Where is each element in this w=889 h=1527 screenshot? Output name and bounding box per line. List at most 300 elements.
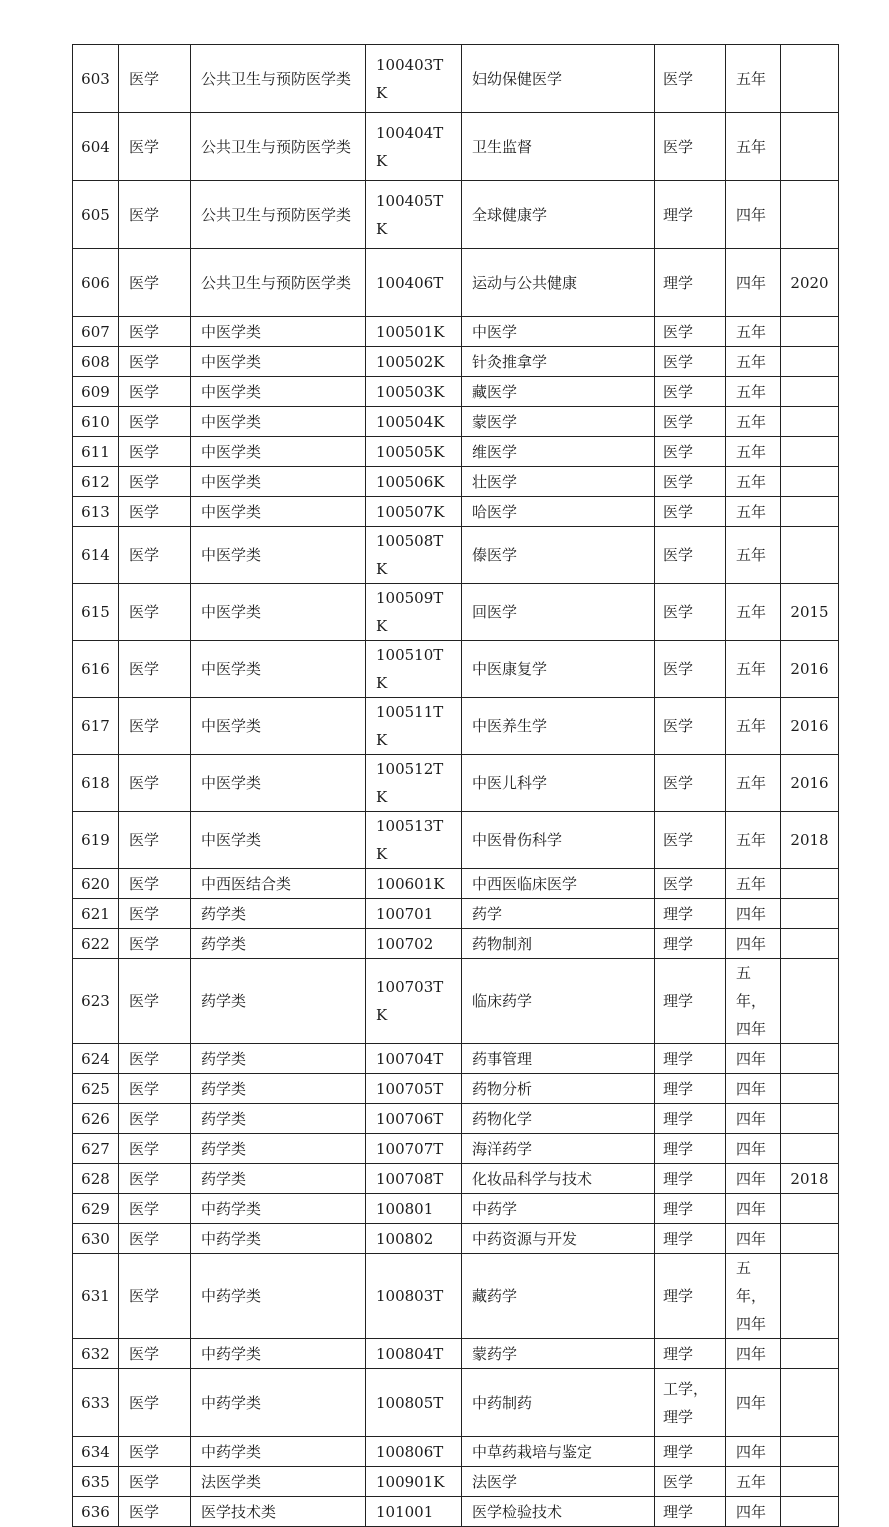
degree-cell: 工学，理学 <box>655 1369 726 1437</box>
table-row <box>73 1339 839 1369</box>
year-added-cell <box>781 1339 839 1369</box>
discipline-cell: 医学 <box>119 869 191 899</box>
major-code-cell: 100509TK <box>366 584 462 641</box>
major-code-cell: 100512TK <box>366 755 462 812</box>
year-added-cell <box>781 899 839 929</box>
table-row <box>73 1437 839 1467</box>
discipline-cell: 医学 <box>119 1194 191 1224</box>
table-row <box>73 407 839 437</box>
table-row <box>73 249 839 317</box>
row-number-cell: 630 <box>73 1224 119 1254</box>
degree-cell: 理学 <box>655 1339 726 1369</box>
table-row <box>73 899 839 929</box>
year-added-cell <box>781 1224 839 1254</box>
duration-cell: 四年 <box>726 1134 781 1164</box>
table-row <box>73 959 839 1044</box>
major-code-cell: 100403TK <box>366 45 462 113</box>
major-code-cell: 100806T <box>366 1437 462 1467</box>
category-cell: 中药学类 <box>191 1369 366 1437</box>
degree-cell: 医学 <box>655 698 726 755</box>
table-row <box>73 1369 839 1437</box>
major-name-cell: 中药制药 <box>462 1369 655 1437</box>
duration-cell: 五年 <box>726 317 781 347</box>
duration-cell: 四年 <box>726 1194 781 1224</box>
category-cell: 中医学类 <box>191 407 366 437</box>
year-added-cell <box>781 317 839 347</box>
table-row <box>73 869 839 899</box>
degree-cell: 理学 <box>655 1104 726 1134</box>
degree-cell: 医学 <box>655 584 726 641</box>
discipline-cell: 医学 <box>119 929 191 959</box>
category-cell: 中药学类 <box>191 1339 366 1369</box>
year-added-cell <box>781 377 839 407</box>
row-number-cell: 625 <box>73 1074 119 1104</box>
year-added-cell <box>781 45 839 113</box>
table-row <box>73 929 839 959</box>
table-row <box>73 641 839 698</box>
discipline-cell: 医学 <box>119 377 191 407</box>
year-added-cell <box>781 437 839 467</box>
duration-cell: 四年 <box>726 181 781 249</box>
row-number-cell: 622 <box>73 929 119 959</box>
year-added-cell <box>781 1104 839 1134</box>
major-code-cell: 100501K <box>366 317 462 347</box>
year-added-cell <box>781 1194 839 1224</box>
degree-cell: 医学 <box>655 755 726 812</box>
degree-cell: 医学 <box>655 45 726 113</box>
major-name-cell: 化妆品科学与技术 <box>462 1164 655 1194</box>
row-number-cell: 612 <box>73 467 119 497</box>
category-cell: 药学类 <box>191 959 366 1044</box>
year-added-cell: 2016 <box>781 755 839 812</box>
year-added-cell <box>781 181 839 249</box>
table-row <box>73 1164 839 1194</box>
major-code-cell: 100803T <box>366 1254 462 1339</box>
major-name-cell: 药物化学 <box>462 1104 655 1134</box>
year-added-cell <box>781 527 839 584</box>
discipline-cell: 医学 <box>119 407 191 437</box>
degree-cell: 医学 <box>655 467 726 497</box>
major-name-cell: 针灸推拿学 <box>462 347 655 377</box>
category-cell: 公共卫生与预防医学类 <box>191 181 366 249</box>
degree-cell: 医学 <box>655 812 726 869</box>
duration-cell: 五年 <box>726 641 781 698</box>
year-added-cell: 2015 <box>781 584 839 641</box>
category-cell: 中医学类 <box>191 497 366 527</box>
duration-cell: 四年 <box>726 1369 781 1437</box>
duration-cell: 五年 <box>726 1467 781 1497</box>
degree-cell: 医学 <box>655 407 726 437</box>
row-number-cell: 619 <box>73 812 119 869</box>
table-row <box>73 1254 839 1339</box>
degree-cell: 医学 <box>655 527 726 584</box>
year-added-cell <box>781 407 839 437</box>
degree-cell: 医学 <box>655 437 726 467</box>
discipline-cell: 医学 <box>119 1044 191 1074</box>
category-cell: 药学类 <box>191 1164 366 1194</box>
major-code-cell: 100705T <box>366 1074 462 1104</box>
year-added-cell <box>781 1134 839 1164</box>
discipline-cell: 医学 <box>119 437 191 467</box>
duration-cell: 五年 <box>726 497 781 527</box>
degree-cell: 理学 <box>655 1194 726 1224</box>
degree-cell: 医学 <box>655 497 726 527</box>
major-name-cell: 医学检验技术 <box>462 1497 655 1527</box>
row-number-cell: 636 <box>73 1497 119 1527</box>
discipline-cell: 医学 <box>119 347 191 377</box>
table-row <box>73 347 839 377</box>
year-added-cell <box>781 113 839 181</box>
table-row <box>73 113 839 181</box>
table-row <box>73 437 839 467</box>
majors-table <box>72 44 839 1527</box>
category-cell: 中医学类 <box>191 755 366 812</box>
row-number-cell: 634 <box>73 1437 119 1467</box>
table-row <box>73 755 839 812</box>
degree-cell: 理学 <box>655 249 726 317</box>
major-code-cell: 100406T <box>366 249 462 317</box>
row-number-cell: 627 <box>73 1134 119 1164</box>
category-cell: 中药学类 <box>191 1224 366 1254</box>
major-code-cell: 100804T <box>366 1339 462 1369</box>
duration-cell: 五年 <box>726 755 781 812</box>
table-row <box>73 1194 839 1224</box>
category-cell: 中医学类 <box>191 527 366 584</box>
table-row <box>73 45 839 113</box>
major-name-cell: 藏药学 <box>462 1254 655 1339</box>
row-number-cell: 603 <box>73 45 119 113</box>
year-added-cell <box>781 1254 839 1339</box>
duration-cell: 五年 <box>726 113 781 181</box>
discipline-cell: 医学 <box>119 113 191 181</box>
category-cell: 中医学类 <box>191 437 366 467</box>
major-name-cell: 中医养生学 <box>462 698 655 755</box>
degree-cell: 理学 <box>655 1224 726 1254</box>
table-row <box>73 1467 839 1497</box>
major-name-cell: 傣医学 <box>462 527 655 584</box>
row-number-cell: 633 <box>73 1369 119 1437</box>
duration-cell: 四年 <box>726 1339 781 1369</box>
degree-cell: 理学 <box>655 929 726 959</box>
discipline-cell: 医学 <box>119 527 191 584</box>
category-cell: 药学类 <box>191 929 366 959</box>
discipline-cell: 医学 <box>119 698 191 755</box>
discipline-cell: 医学 <box>119 1074 191 1104</box>
table-body <box>73 45 839 1527</box>
row-number-cell: 605 <box>73 181 119 249</box>
table-row <box>73 467 839 497</box>
discipline-cell: 医学 <box>119 1224 191 1254</box>
duration-cell: 五年 <box>726 812 781 869</box>
year-added-cell <box>781 1044 839 1074</box>
category-cell: 中药学类 <box>191 1254 366 1339</box>
table-row <box>73 584 839 641</box>
duration-cell: 四年 <box>726 1224 781 1254</box>
major-code-cell: 100707T <box>366 1134 462 1164</box>
degree-cell: 理学 <box>655 899 726 929</box>
category-cell: 医学技术类 <box>191 1497 366 1527</box>
discipline-cell: 医学 <box>119 755 191 812</box>
major-code-cell: 100511TK <box>366 698 462 755</box>
row-number-cell: 629 <box>73 1194 119 1224</box>
major-name-cell: 中医学 <box>462 317 655 347</box>
category-cell: 中医学类 <box>191 698 366 755</box>
category-cell: 中医学类 <box>191 641 366 698</box>
major-code-cell: 100802 <box>366 1224 462 1254</box>
duration-cell: 四年 <box>726 1104 781 1134</box>
category-cell: 法医学类 <box>191 1467 366 1497</box>
major-name-cell: 妇幼保健医学 <box>462 45 655 113</box>
major-name-cell: 药事管理 <box>462 1044 655 1074</box>
category-cell: 公共卫生与预防医学类 <box>191 113 366 181</box>
degree-cell: 医学 <box>655 113 726 181</box>
major-code-cell: 100801 <box>366 1194 462 1224</box>
table-row <box>73 1497 839 1527</box>
degree-cell: 医学 <box>655 641 726 698</box>
major-code-cell: 100505K <box>366 437 462 467</box>
degree-cell: 理学 <box>655 1074 726 1104</box>
table-row <box>73 812 839 869</box>
year-added-cell <box>781 347 839 377</box>
row-number-cell: 628 <box>73 1164 119 1194</box>
major-name-cell: 海洋药学 <box>462 1134 655 1164</box>
category-cell: 中医学类 <box>191 584 366 641</box>
duration-cell: 四年 <box>726 1497 781 1527</box>
year-added-cell <box>781 869 839 899</box>
major-name-cell: 中医儿科学 <box>462 755 655 812</box>
degree-cell: 理学 <box>655 1134 726 1164</box>
degree-cell: 理学 <box>655 1497 726 1527</box>
discipline-cell: 医学 <box>119 497 191 527</box>
duration-cell: 五年 <box>726 467 781 497</box>
discipline-cell: 医学 <box>119 45 191 113</box>
major-name-cell: 藏医学 <box>462 377 655 407</box>
major-name-cell: 中医骨伤科学 <box>462 812 655 869</box>
discipline-cell: 医学 <box>119 249 191 317</box>
duration-cell: 四年 <box>726 1437 781 1467</box>
discipline-cell: 医学 <box>119 1467 191 1497</box>
category-cell: 中医学类 <box>191 467 366 497</box>
degree-cell: 理学 <box>655 1254 726 1339</box>
degree-cell: 理学 <box>655 1044 726 1074</box>
category-cell: 中医学类 <box>191 377 366 407</box>
discipline-cell: 医学 <box>119 1339 191 1369</box>
year-added-cell <box>781 497 839 527</box>
table-row <box>73 317 839 347</box>
duration-cell: 五年 <box>726 869 781 899</box>
major-name-cell: 中药学 <box>462 1194 655 1224</box>
major-name-cell: 蒙医学 <box>462 407 655 437</box>
duration-cell: 五年 <box>726 377 781 407</box>
major-code-cell: 100513TK <box>366 812 462 869</box>
major-name-cell: 药物制剂 <box>462 929 655 959</box>
major-name-cell: 壮医学 <box>462 467 655 497</box>
degree-cell: 医学 <box>655 377 726 407</box>
major-code-cell: 100502K <box>366 347 462 377</box>
year-added-cell <box>781 959 839 1044</box>
major-name-cell: 药物分析 <box>462 1074 655 1104</box>
category-cell: 药学类 <box>191 1074 366 1104</box>
major-code-cell: 100404TK <box>366 113 462 181</box>
discipline-cell: 医学 <box>119 1497 191 1527</box>
major-name-cell: 蒙药学 <box>462 1339 655 1369</box>
category-cell: 中医学类 <box>191 347 366 377</box>
major-code-cell: 101001 <box>366 1497 462 1527</box>
degree-cell: 理学 <box>655 1437 726 1467</box>
row-number-cell: 624 <box>73 1044 119 1074</box>
major-name-cell: 运动与公共健康 <box>462 249 655 317</box>
major-name-cell: 中草药栽培与鉴定 <box>462 1437 655 1467</box>
year-added-cell: 2016 <box>781 698 839 755</box>
duration-cell: 五年，四年 <box>726 959 781 1044</box>
duration-cell: 四年 <box>726 899 781 929</box>
duration-cell: 五年 <box>726 45 781 113</box>
discipline-cell: 医学 <box>119 584 191 641</box>
duration-cell: 五年，四年 <box>726 1254 781 1339</box>
duration-cell: 五年 <box>726 527 781 584</box>
row-number-cell: 608 <box>73 347 119 377</box>
major-code-cell: 100704T <box>366 1044 462 1074</box>
major-code-cell: 100405TK <box>366 181 462 249</box>
year-added-cell <box>781 1074 839 1104</box>
table-row <box>73 1104 839 1134</box>
major-code-cell: 100508TK <box>366 527 462 584</box>
row-number-cell: 631 <box>73 1254 119 1339</box>
major-name-cell: 卫生监督 <box>462 113 655 181</box>
major-name-cell: 回医学 <box>462 584 655 641</box>
major-code-cell: 100503K <box>366 377 462 407</box>
table-row <box>73 1044 839 1074</box>
discipline-cell: 医学 <box>119 812 191 869</box>
discipline-cell: 医学 <box>119 959 191 1044</box>
row-number-cell: 635 <box>73 1467 119 1497</box>
row-number-cell: 618 <box>73 755 119 812</box>
table-row <box>73 1134 839 1164</box>
major-code-cell: 100708T <box>366 1164 462 1194</box>
row-number-cell: 616 <box>73 641 119 698</box>
duration-cell: 四年 <box>726 1044 781 1074</box>
major-name-cell: 全球健康学 <box>462 181 655 249</box>
discipline-cell: 医学 <box>119 1164 191 1194</box>
row-number-cell: 623 <box>73 959 119 1044</box>
duration-cell: 五年 <box>726 347 781 377</box>
degree-cell: 医学 <box>655 869 726 899</box>
discipline-cell: 医学 <box>119 1437 191 1467</box>
duration-cell: 五年 <box>726 698 781 755</box>
major-name-cell: 药学 <box>462 899 655 929</box>
category-cell: 药学类 <box>191 1044 366 1074</box>
row-number-cell: 611 <box>73 437 119 467</box>
row-number-cell: 614 <box>73 527 119 584</box>
degree-cell: 理学 <box>655 181 726 249</box>
discipline-cell: 医学 <box>119 467 191 497</box>
major-code-cell: 100510TK <box>366 641 462 698</box>
duration-cell: 四年 <box>726 249 781 317</box>
category-cell: 中医学类 <box>191 317 366 347</box>
degree-cell: 理学 <box>655 959 726 1044</box>
table-row <box>73 181 839 249</box>
year-added-cell: 2020 <box>781 249 839 317</box>
category-cell: 公共卫生与预防医学类 <box>191 45 366 113</box>
year-added-cell <box>781 1497 839 1527</box>
category-cell: 中西医结合类 <box>191 869 366 899</box>
major-code-cell: 100805T <box>366 1369 462 1437</box>
major-name-cell: 维医学 <box>462 437 655 467</box>
duration-cell: 五年 <box>726 407 781 437</box>
row-number-cell: 613 <box>73 497 119 527</box>
table-row <box>73 698 839 755</box>
category-cell: 公共卫生与预防医学类 <box>191 249 366 317</box>
duration-cell: 五年 <box>726 584 781 641</box>
major-code-cell: 100701 <box>366 899 462 929</box>
degree-cell: 理学 <box>655 1164 726 1194</box>
major-code-cell: 100507K <box>366 497 462 527</box>
year-added-cell: 2016 <box>781 641 839 698</box>
major-name-cell: 法医学 <box>462 1467 655 1497</box>
row-number-cell: 621 <box>73 899 119 929</box>
year-added-cell <box>781 929 839 959</box>
major-name-cell: 中药资源与开发 <box>462 1224 655 1254</box>
discipline-cell: 医学 <box>119 1134 191 1164</box>
major-code-cell: 100703TK <box>366 959 462 1044</box>
year-added-cell: 2018 <box>781 1164 839 1194</box>
table-row <box>73 377 839 407</box>
row-number-cell: 606 <box>73 249 119 317</box>
major-code-cell: 100506K <box>366 467 462 497</box>
category-cell: 中医学类 <box>191 812 366 869</box>
year-added-cell <box>781 1437 839 1467</box>
discipline-cell: 医学 <box>119 899 191 929</box>
category-cell: 中药学类 <box>191 1194 366 1224</box>
year-added-cell <box>781 1467 839 1497</box>
duration-cell: 四年 <box>726 929 781 959</box>
row-number-cell: 609 <box>73 377 119 407</box>
discipline-cell: 医学 <box>119 641 191 698</box>
major-name-cell: 中医康复学 <box>462 641 655 698</box>
category-cell: 药学类 <box>191 1134 366 1164</box>
table-row <box>73 1074 839 1104</box>
duration-cell: 五年 <box>726 437 781 467</box>
year-added-cell <box>781 467 839 497</box>
major-code-cell: 100901K <box>366 1467 462 1497</box>
degree-cell: 医学 <box>655 347 726 377</box>
row-number-cell: 607 <box>73 317 119 347</box>
row-number-cell: 632 <box>73 1339 119 1369</box>
table-row <box>73 527 839 584</box>
year-added-cell: 2018 <box>781 812 839 869</box>
major-name-cell: 哈医学 <box>462 497 655 527</box>
degree-cell: 医学 <box>655 317 726 347</box>
row-number-cell: 620 <box>73 869 119 899</box>
category-cell: 中药学类 <box>191 1437 366 1467</box>
category-cell: 药学类 <box>191 1104 366 1134</box>
discipline-cell: 医学 <box>119 1369 191 1437</box>
major-code-cell: 100702 <box>366 929 462 959</box>
duration-cell: 四年 <box>726 1164 781 1194</box>
table-row <box>73 497 839 527</box>
row-number-cell: 617 <box>73 698 119 755</box>
major-code-cell: 100706T <box>366 1104 462 1134</box>
major-code-cell: 100504K <box>366 407 462 437</box>
table-row <box>73 1224 839 1254</box>
discipline-cell: 医学 <box>119 1254 191 1339</box>
major-code-cell: 100601K <box>366 869 462 899</box>
major-name-cell: 临床药学 <box>462 959 655 1044</box>
duration-cell: 四年 <box>726 1074 781 1104</box>
year-added-cell <box>781 1369 839 1437</box>
major-name-cell: 中西医临床医学 <box>462 869 655 899</box>
degree-cell: 医学 <box>655 1467 726 1497</box>
